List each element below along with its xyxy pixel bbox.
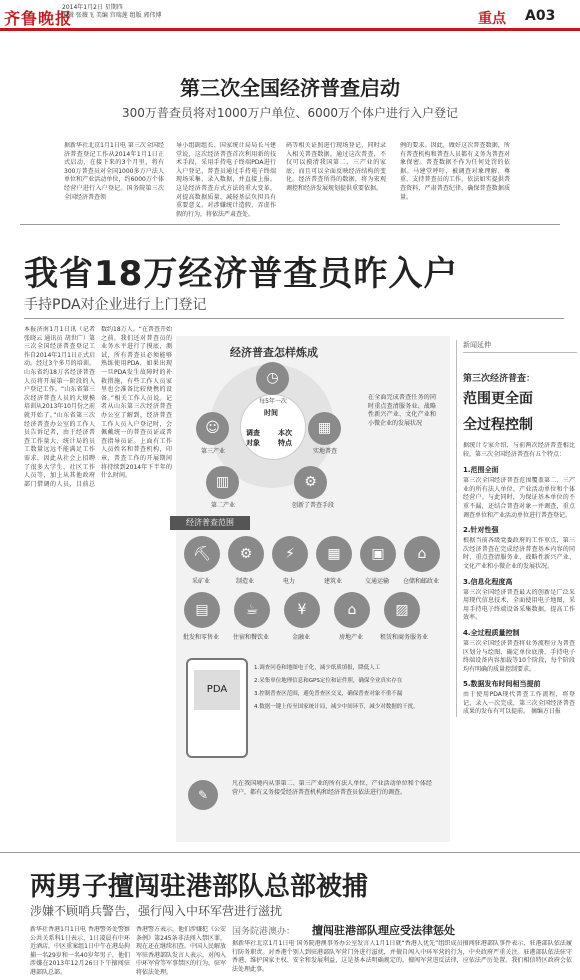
dining-icon: ☕ bbox=[234, 592, 270, 628]
sidebar-point-text: 由于使用PDA现代普查工作流程，将登记、录入一次完成，第三次全国经济普查成果的发布有可以提前。 摘编方日报 bbox=[463, 691, 575, 716]
story3-col2: 香港警方表示，他们涉嫌犯《公安条例》第245条非法闯入禁区罪，现在还在继续扣查。中国人民解放军驻香港部队发言人表示，对闯入中环军营等军事禁区的行为，驻军将依法处理。 bbox=[136, 926, 226, 976]
sidebar-kicker: 新闻延伸 bbox=[463, 340, 577, 353]
story1-col4: 例的要求。因此，做好这次普查数据，所有普查机构和普查人员都有义务为普查对象保密。普查数据不作为任何处罚的依据。马建堂呼吁，被调查对象理解、尊重、支持普查员的工作，依法如实提供普查资料，严肃普查纪律，确保普查数据质量。 bbox=[400, 142, 510, 201]
construction-icon: ▦ bbox=[316, 536, 352, 572]
sector-label: 采矿业 bbox=[191, 578, 210, 585]
pda-point: 2.采集单位地理信息和GPS定位和证件照，确保全业真实存在 bbox=[254, 678, 403, 684]
sector-label: 交通运输 bbox=[364, 578, 389, 585]
sidebar-intro: 据统计专家介绍，与前两次经济普查相比较，第三次全国经济普查有五个特点： bbox=[463, 442, 575, 458]
sidebar-point-text: 第三次全国经济普查将业务流程分为普查区划分与绘图、确定单位底册、手持电子终端设备内容加载等10个阶段，每个阶段均有明确的质量控制要求。 bbox=[463, 639, 575, 673]
story1-title: 第三次全国经济普查启动 bbox=[180, 76, 400, 100]
story1-col2: 导小组副组长、国家统计局局长马建堂说，这次经济普查首次利用新的技术手段，采用手持电子终端PDA进行入户登记，普查员通过手持电子终端现场采集、录入数据，并直接上报。这是经济普查方式方法的重大变革，对提高数据质量、减轻基层负担具有重要意义。对涉嫌统计造假、弄虚作假的行为，将依法严肃查处。 bbox=[176, 142, 276, 218]
sector-label: 制造业 bbox=[235, 578, 254, 585]
masthead-meta bbox=[62, 4, 162, 20]
sidebar-title2: 全过程控制 bbox=[463, 417, 533, 433]
pda-device-icon bbox=[186, 658, 248, 758]
section-label: 重点 bbox=[478, 11, 506, 27]
infographic-panel bbox=[176, 336, 450, 842]
center-right: 本次特点 bbox=[278, 429, 292, 447]
infographic-footer: 凡在我国境内从事第二、第三产业的所有法人单位、产业活动单位和个体经营户，都有义务接受经济普查机构和经济普查员依法进行的调查。 bbox=[232, 780, 432, 796]
building-icon: ▥ bbox=[206, 466, 239, 499]
transport-icon: ▣ bbox=[360, 536, 396, 572]
story1-subtitle: 300万普查员将对1000万户单位、6000万个体户进行入户登记 bbox=[122, 106, 458, 120]
divider bbox=[24, 318, 564, 319]
sector-label: 批发和零售业 bbox=[182, 634, 219, 641]
meta-line-editors: 编辑 张薇飞 美编 宫瑞莲 组版 郭伟博 bbox=[62, 12, 162, 19]
person-icon: ☺ bbox=[196, 412, 229, 445]
sector-label: 房地产业 bbox=[338, 634, 363, 641]
divider bbox=[20, 224, 560, 225]
realestate-icon: ⌂ bbox=[334, 592, 370, 628]
sector-label: 电力 bbox=[282, 578, 295, 585]
sector-label: 租赁和商务服务业 bbox=[379, 634, 428, 641]
sidebar-point-head: 2.针对性强 bbox=[463, 526, 499, 535]
sidebar-point-text: 第三次全国经济普查范围覆盖第二、三产业的所有法人单位、产业活动单位和个体经营户。与此同时，为保证基本单位的不重不漏，还结合普查对象一并调查，重点调查单位和产业活动单位进行普查登记。 bbox=[463, 477, 575, 519]
ring-label: 第二产业 bbox=[210, 502, 235, 509]
sidebar-lead: 第三次经济普查： bbox=[463, 374, 536, 384]
story3-col1: 新华社香港1月1日电 香港警务处警察公共关系科1日表示，1日凌晨有中环近酒店，中区重案组1日中午在港岛拘捕一名29岁和一名40岁年男子，他们涉嫌在2013年12月26日下午擅闯驻港部队总部。 bbox=[30, 926, 130, 976]
newspaper-logo: 齐鲁晚报 bbox=[4, 9, 73, 28]
range-banner: 经济普查范围 bbox=[170, 516, 250, 530]
sector-label: 金融业 bbox=[291, 634, 310, 641]
sidebar-point-text: 第三次全国经济普查最大的创新是广泛采用现代信息技术，全面使用电子地图，采用手持电子终端设备采集数据，提高工作效率。 bbox=[463, 588, 575, 622]
infographic-title: 经济普查怎样炼成 bbox=[230, 346, 318, 359]
story2-subtitle: 手持PDA对企业进行上门登记 bbox=[24, 297, 207, 313]
story3-side-body: 据新华社北京1月1日电 国务院港澳事务办公室发言人1月1日就“香港人优先”组织成员擅闯驻港部队事件表示，驻港部队依法履行防务职责。对香港个别人到驻港部队军营门外进行滋扰，并擅自闯入中环军营的行为，中央政府严重关注。驻港部队依法驻守香港，维护国家主权、安全和发展利益，这是基本法明确规定的。擅闯军营违反法律，应依法严厉处置。我们相信特区政府会依法处理此事。 bbox=[232, 940, 572, 973]
infographic-side-note: 在全面完成普查任务的同时重点查清服务业、战略性新兴产业、文化产业和小微企业的发展状况 bbox=[368, 394, 436, 427]
sidebar bbox=[456, 340, 577, 717]
factory-icon: ▦ bbox=[308, 412, 341, 445]
sidebar-point-head: 1.范围全面 bbox=[463, 466, 499, 475]
mining-icon: ⛏ bbox=[184, 536, 220, 572]
sidebar-point-head: 4.全过程质量控制 bbox=[463, 628, 520, 637]
divider bbox=[0, 852, 580, 853]
pda-point: 1.调查问卷和地图电子化，减少纸质填报，降低人工 bbox=[254, 665, 381, 671]
pda-screen: PDA bbox=[194, 670, 240, 710]
sector-label: 仓储和邮政业 bbox=[402, 578, 439, 585]
power-icon: ⚡ bbox=[272, 536, 308, 572]
warehouse-icon: ⌂ bbox=[404, 536, 440, 572]
ring-label: 第三产业 bbox=[200, 448, 225, 455]
sidebar-point-head: 3.信息化程度高 bbox=[463, 577, 513, 586]
sidebar-title1: 范围更全面 bbox=[463, 391, 533, 407]
story1-col1: 据新华社北京1月1日电 第三次全国经济普查登记工作从2014年1月1日正式启动，在接下来的3个月里，将有300万普查员对全国1000多万户法人单位和产业活动单位，约6000万个体经营户进行入户登记。国务院第三次全国经济普查领 bbox=[64, 142, 164, 201]
sidebar-point-head: 5.数据发布时间相当提前 bbox=[463, 680, 541, 689]
finance-icon: ¥ bbox=[284, 592, 320, 628]
ring-label: 创新了普查手段 bbox=[291, 502, 334, 509]
pda-point: 3.控制普查区范围，避免普查区交叉，确保普查对象不重不漏 bbox=[254, 691, 403, 697]
pda-point: 4.数据一键上传至国家统计局，减少中间环节，减少对数据的干扰。 bbox=[254, 704, 419, 710]
story3-side-title: 擅闯驻港部队理应受法律惩处 bbox=[312, 924, 455, 937]
gear-icon: ⚙ bbox=[294, 466, 327, 499]
clock-icon: ◷ bbox=[256, 362, 289, 395]
pda-points bbox=[254, 662, 440, 714]
story3-title: 两男子擅闯驻港部队总部被捕 bbox=[30, 872, 369, 902]
sidebar-point-text: 根据当前各级党委政府的工作重点，第三次经济普查在完成经济普查基本内容的同时，重点查清服务业、战略性新兴产业、文化产业和小微企业的发展状况。 bbox=[463, 537, 575, 570]
ring-label: 每5年一次 bbox=[259, 398, 287, 405]
center-time: 时间 bbox=[264, 409, 278, 417]
sector-label: 住宿和餐饮业 bbox=[232, 634, 269, 641]
story2-body: 本报济南1月1日讯（记者 张晓云 通讯员 胡世广）第三次全国经济普查登记工作自2014年1月1日正式启动。经过3个多月的培训，山东省约18万名经济普查人员将开展第一阶段的入户登记工作。“山东省第三次经济普查人员的大规模培训从2013年10月份之前就开始了。”山东省第三次经济普查办公室的工作人员告诉记者，由于经济普查工作量大、统计局的员工数量远远不能满足工作需求，因此从社会上招聘了很多大学生、社区工作人员等，加上从其他政府部门借调的人员，目前总数约18万人。“在普查开始之前，我们还对普查员的业务水平进行了摸底，测试，所有普查员必须能够熟练使用PDA，如果出现一旦PDA发生故障时的补救措施，有些工作人员家里也会准备比较便携的设备。”相关工作人员说。记者从山东第三次经济普查办公室了解到，经济普查工作人员入户登记时，会佩戴统一的普查员证或普查指导员证。上面有工作人员姓名和普查机构，印章，普查工作的开展期间将持续到2014年下半年的什么时间。 bbox=[24, 326, 172, 488]
center-left: 调查对象 bbox=[246, 429, 260, 447]
retail-icon: ▤ bbox=[184, 592, 220, 628]
leasing-icon: ▨ bbox=[384, 592, 420, 628]
page-number: A03 bbox=[525, 8, 556, 24]
book-icon: ✎ bbox=[188, 780, 218, 810]
meta-line-date: 2014年1月2日 星期四 bbox=[62, 4, 123, 11]
ring-label: 实地普查 bbox=[312, 448, 337, 455]
story2-title: 我省18万经济普查员昨入户 bbox=[24, 254, 459, 294]
story1-col3: 码等相关证照进行现场登记，同时录入相关普查数据。通过这次普查，不仅可以摸清我国第二、三产业的家底，而且可以全面反映经济结构的变化。经济普查所得的数据，将为宏观调控和经济发展规划提供重要依据。 bbox=[286, 142, 386, 192]
sector-label: 建筑业 bbox=[323, 578, 342, 585]
story3-subtitle: 涉嫌不顾哨兵警告，强行闯入中环军营进行滋扰 bbox=[30, 904, 283, 918]
story3-side-tag: 国务院港澳办： bbox=[232, 927, 296, 937]
header-rule bbox=[0, 28, 580, 31]
manufacturing-icon: ⚙ bbox=[228, 536, 264, 572]
